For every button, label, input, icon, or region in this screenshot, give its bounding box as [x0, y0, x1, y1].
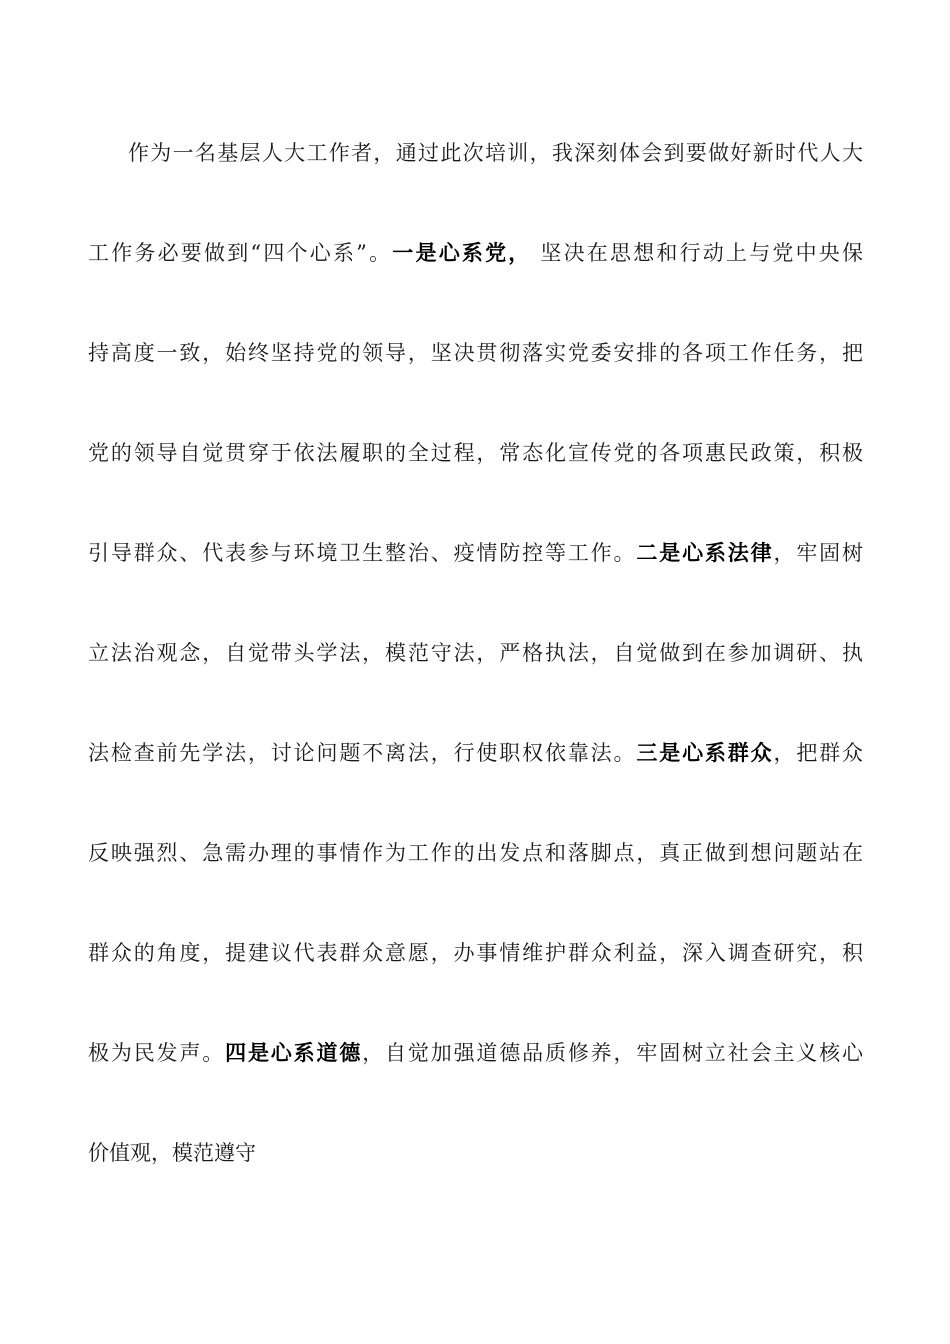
- paragraph-line-3: [88, 333, 863, 433]
- paragraph-line-5: [88, 533, 863, 633]
- paragraph-line-8: [88, 833, 863, 933]
- text-run: ，把群众: [773, 741, 863, 765]
- text-run: 党的领导自觉贯穿于依法履职的全过程，常态化宣传党的各项惠民政策，积极: [88, 441, 863, 465]
- text-run: 引导群众、代表参与环境卫生整治、疫情防控等工作。: [88, 541, 637, 565]
- text-run: 反映强烈、急需办理的事情作为工作的出发点和落脚点，真正做到想问题站在: [88, 841, 863, 865]
- text-run: 法检查前先学法，讨论问题不离法，行使职权依靠法。: [88, 741, 637, 765]
- text-run: 群众的角度，提建议代表群众意愿，办事情维护群众利益，深入调查研究，积: [88, 941, 863, 965]
- paragraph-line-10: [88, 1033, 863, 1133]
- paragraph-line-11: [88, 1133, 863, 1233]
- text-run: 持高度一致，始终坚持党的领导，坚决贯彻落实党委安排的各项工作任务，把: [88, 341, 863, 365]
- paragraph-line-1: [88, 133, 863, 233]
- text-run: 坚决在思想和行动上与党中央保: [531, 241, 863, 265]
- text-run: 极为民发声。: [88, 1041, 226, 1065]
- heading-point-1: 一是心系党，: [392, 240, 532, 265]
- text-run: ，自觉加强道德品质修养，牢固树立社会主义核心: [362, 1041, 863, 1065]
- heading-point-3: 三是心系群众: [636, 740, 774, 765]
- text-run: 作为一名基层人大工作者，通过此次培训，我深刻体会到要做好新时代人大: [128, 141, 863, 165]
- text-run: 立法治观念，自觉带头学法，模范守法，严格执法，自觉做到在参加调研、执: [88, 641, 863, 665]
- paragraph-line-4: [88, 433, 863, 533]
- body-paragraph: [88, 133, 863, 1233]
- paragraph-line-7: [88, 733, 863, 833]
- heading-point-4: 四是心系道德: [225, 1040, 363, 1065]
- paragraph-line-9: [88, 933, 863, 1033]
- paragraph-line-2: [88, 233, 863, 333]
- text-run: 工作务必要做到“四个心系”。: [88, 241, 393, 265]
- text-run: ，牢固树: [773, 541, 863, 565]
- heading-point-2: 二是心系法律: [636, 540, 774, 565]
- text-run: 价值观，模范遵守: [88, 1141, 256, 1165]
- paragraph-line-6: [88, 633, 863, 733]
